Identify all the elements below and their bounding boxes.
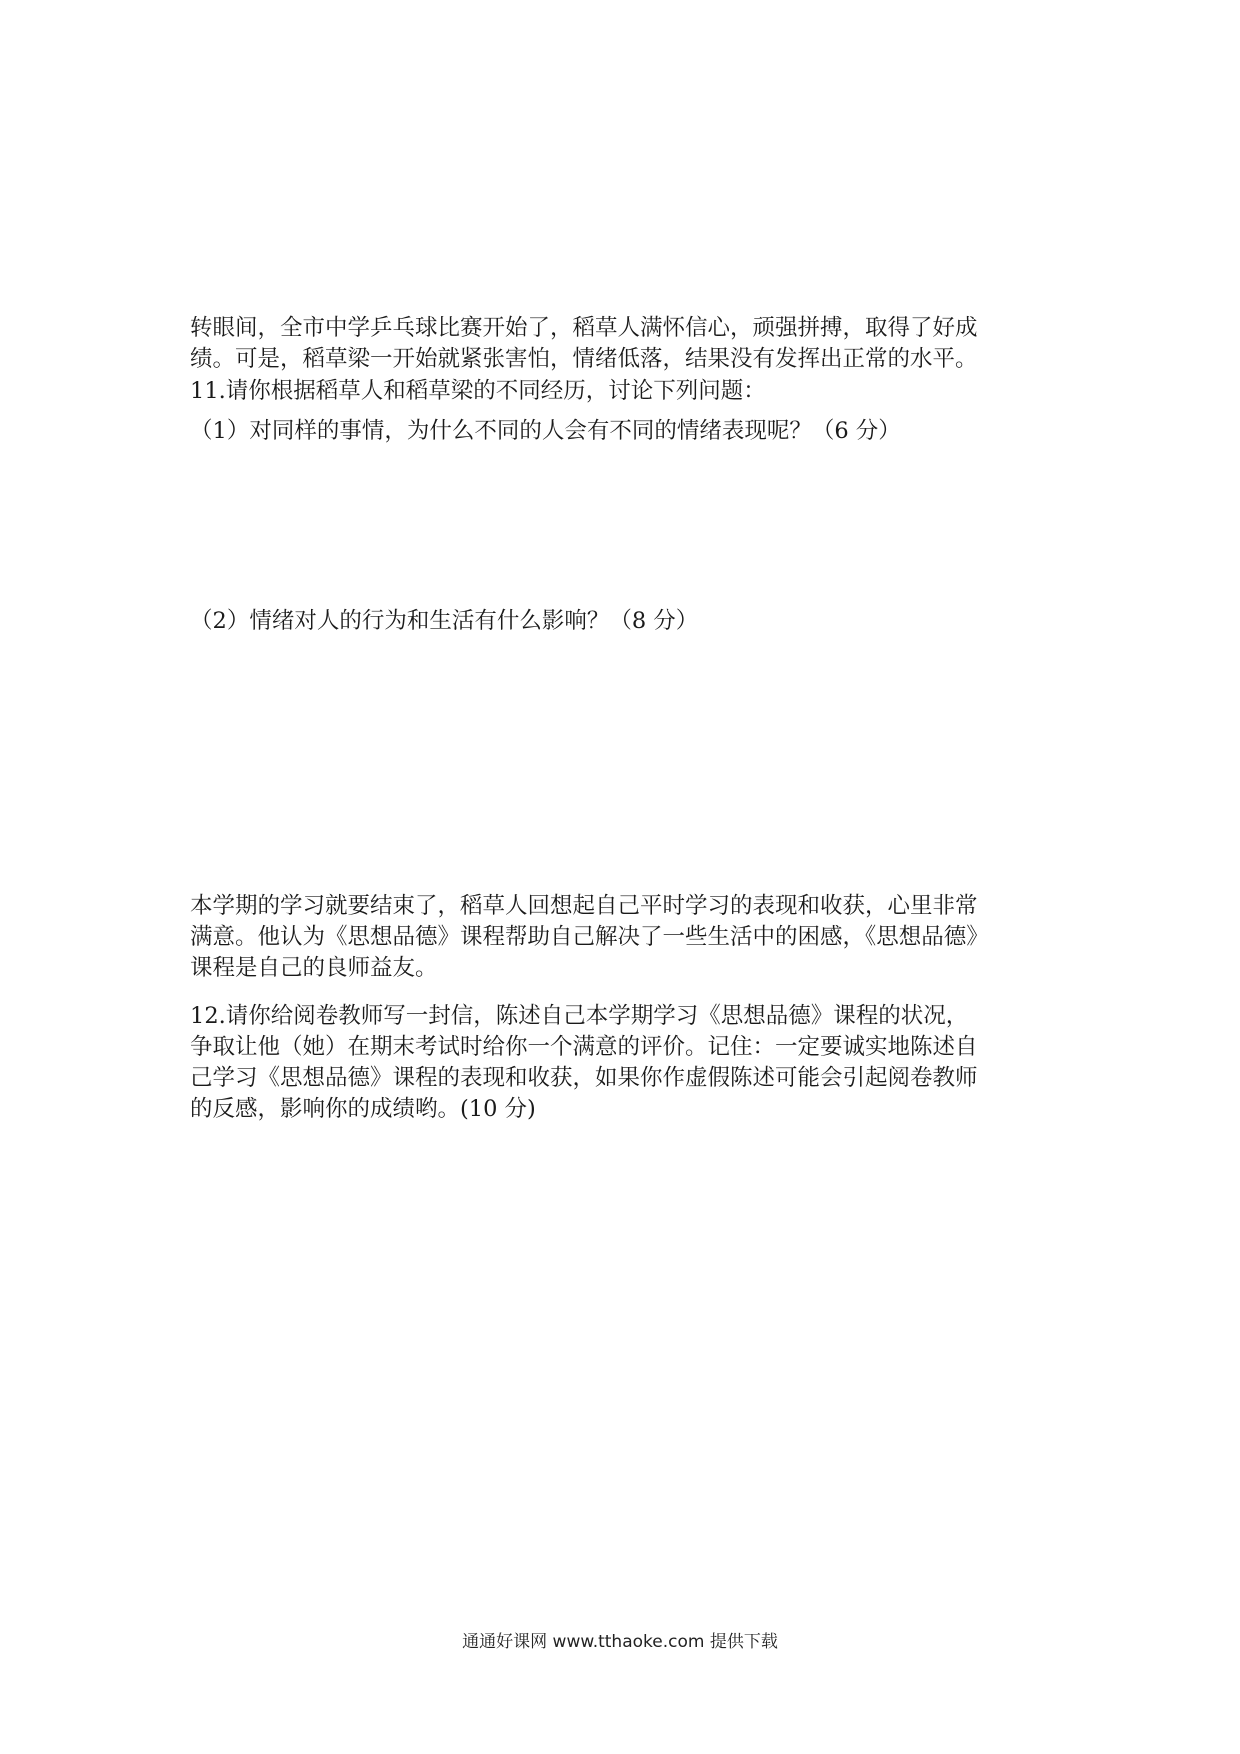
question-11-part-1 xyxy=(190,416,1060,447)
paragraph-line: 转眼间，全市中学乒乓球比赛开始了，稻草人满怀信心，顽强拼搏，取得了好成 xyxy=(190,315,978,341)
question-line: 12.请你给阅卷教师写一封信，陈述自己本学期学习《思想品德》课程的状况， xyxy=(190,1003,969,1029)
paragraph-line: 满意。他认为《思想品德》课程帮助自己解决了一些生活中的困感，《思想品德》 xyxy=(190,924,989,950)
question-11-part-2 xyxy=(190,606,1060,637)
question-line: 己学习《思想品德》课程的表现和收获，如果你作虚假陈述可能会引起阅卷教师 xyxy=(190,1065,978,1091)
story-paragraph-1 xyxy=(190,313,1060,375)
paragraph-line: 课程是自己的良师益友。 xyxy=(190,955,438,981)
question-text: （2）情绪对人的行为和生活有什么影响？（8 分） xyxy=(190,608,699,634)
question-text: （1）对同样的事情，为什么不同的人会有不同的情绪表现呢？（6 分） xyxy=(190,418,901,444)
question-11-intro xyxy=(190,376,1060,407)
paragraph-line: 绩。可是，稻草梁一开始就紧张害怕，情绪低落，结果没有发挥出正常的水平。 xyxy=(190,346,978,372)
paragraph-line: 本学期的学习就要结束了，稻草人回想起自己平时学习的表现和收获，心里非常 xyxy=(190,893,978,919)
question-12 xyxy=(190,1001,1060,1125)
question-text: 11.请你根据稻草人和稻草梁的不同经历，讨论下列问题： xyxy=(190,378,766,404)
question-line: 的反感，影响你的成绩哟。(10 分) xyxy=(190,1096,536,1122)
story-paragraph-2 xyxy=(190,891,1060,984)
question-line: 争取让他（她）在期末考试时给你一个满意的评价。记住：一定要诚实地陈述自 xyxy=(190,1034,978,1060)
page-footer: 通通好课网 www.tthaoke.com 提供下载 xyxy=(462,1632,778,1652)
